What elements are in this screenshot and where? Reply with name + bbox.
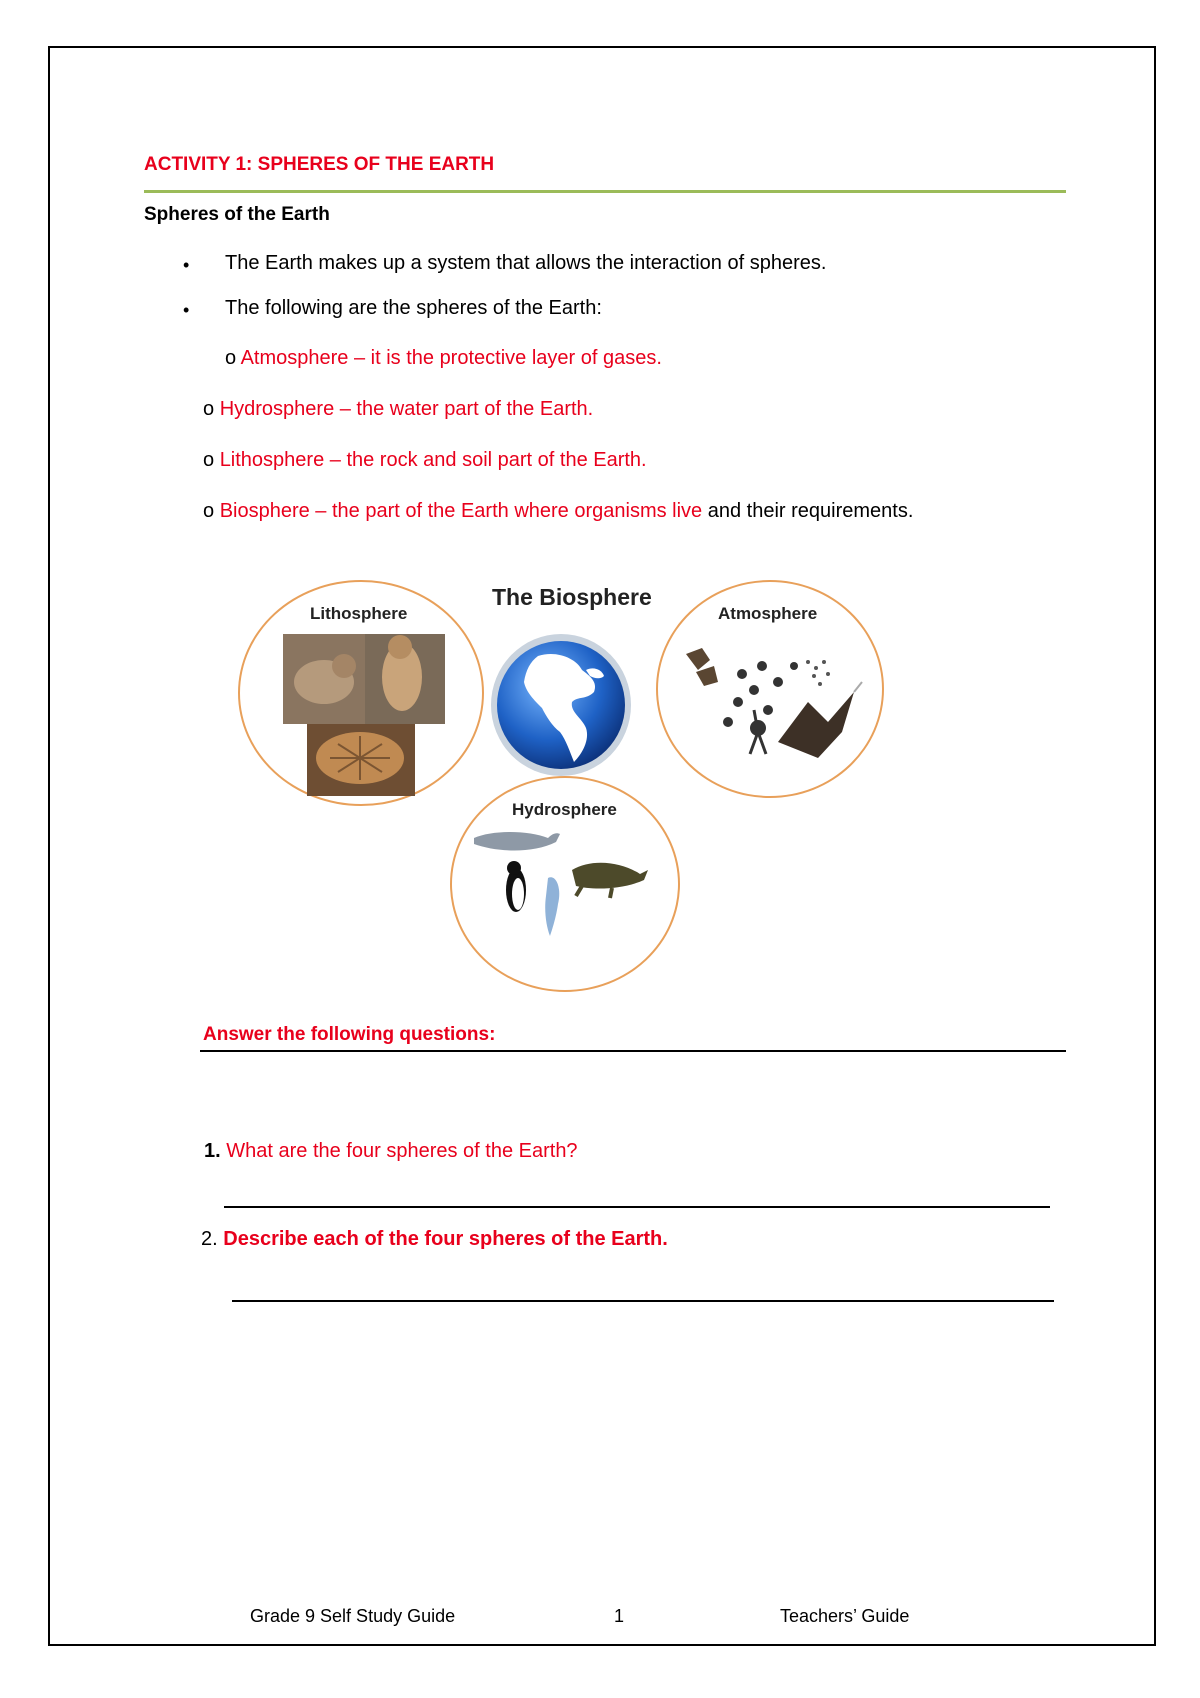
activity-title: ACTIVITY 1: SPHERES OF THE EARTH xyxy=(144,154,495,175)
hydrosphere-label: Hydrosphere xyxy=(512,800,617,819)
footer-right: Teachers’ Guide xyxy=(780,1606,910,1626)
question-1 xyxy=(204,1140,578,1163)
answer-line-1[interactable] xyxy=(224,1206,1050,1208)
answer-line-2[interactable] xyxy=(232,1300,1054,1302)
sphere-text-biosphere-red: Biosphere – the part of the Earth where organisms live xyxy=(219,500,703,522)
lithosphere-animals-icon xyxy=(240,582,486,808)
title-underline xyxy=(144,190,1066,193)
bullet-dot-icon: • xyxy=(183,300,190,320)
sphere-item-hydrosphere xyxy=(203,398,593,421)
circle-bullet-icon: o xyxy=(225,347,237,369)
lithosphere-circle xyxy=(238,580,484,806)
footer-left: Grade 9 Self Study Guide xyxy=(250,1606,456,1626)
section-heading: Spheres of the Earth xyxy=(144,204,330,225)
circle-bullet-icon: o xyxy=(203,398,215,420)
sphere-text-lithosphere: Lithosphere – the rock and soil part of the Earth. xyxy=(219,449,647,471)
circle-bullet-icon: o xyxy=(203,449,215,471)
sphere-item-biosphere xyxy=(203,500,913,523)
question-1-text: What are the four spheres of the Earth? xyxy=(226,1140,578,1162)
atmosphere-label: Atmosphere xyxy=(718,604,818,623)
globe-icon xyxy=(486,630,636,780)
sphere-text-atmosphere: Atmosphere – it is the protective layer of gases. xyxy=(240,347,662,369)
bullet-1 xyxy=(183,254,189,277)
footer-page-number: 1 xyxy=(614,1606,625,1626)
hydrosphere-animals-icon xyxy=(452,778,682,994)
question-2 xyxy=(201,1228,668,1251)
sphere-item-atmosphere xyxy=(225,347,662,370)
sphere-text-hydrosphere: Hydrosphere – the water part of the Earth. xyxy=(219,398,594,420)
atmosphere-circle xyxy=(656,580,884,798)
questions-heading: Answer the following questions: xyxy=(203,1024,496,1045)
bullet-dot-icon: • xyxy=(183,255,190,275)
bullet-1-text: The Earth makes up a system that allows the interaction of spheres. xyxy=(225,252,827,274)
bullet-2-text: The following are the spheres of the Earth: xyxy=(225,297,602,319)
question-2-text: Describe each of the four spheres of the Earth. xyxy=(223,1228,668,1250)
biosphere-title: The Biosphere xyxy=(492,584,652,610)
circle-bullet-icon: o xyxy=(203,500,215,522)
questions-heading-rule xyxy=(200,1050,1066,1052)
hydrosphere-circle xyxy=(450,776,680,992)
question-1-number: 1. xyxy=(204,1140,221,1162)
lithosphere-label: Lithosphere xyxy=(310,604,408,623)
sphere-text-biosphere-black: and their requirements. xyxy=(702,500,914,522)
biosphere-diagram xyxy=(230,580,930,1010)
atmosphere-animals-icon xyxy=(658,582,886,800)
bullet-2 xyxy=(183,299,189,322)
question-2-number: 2. xyxy=(201,1228,218,1250)
sphere-item-lithosphere xyxy=(203,449,647,472)
